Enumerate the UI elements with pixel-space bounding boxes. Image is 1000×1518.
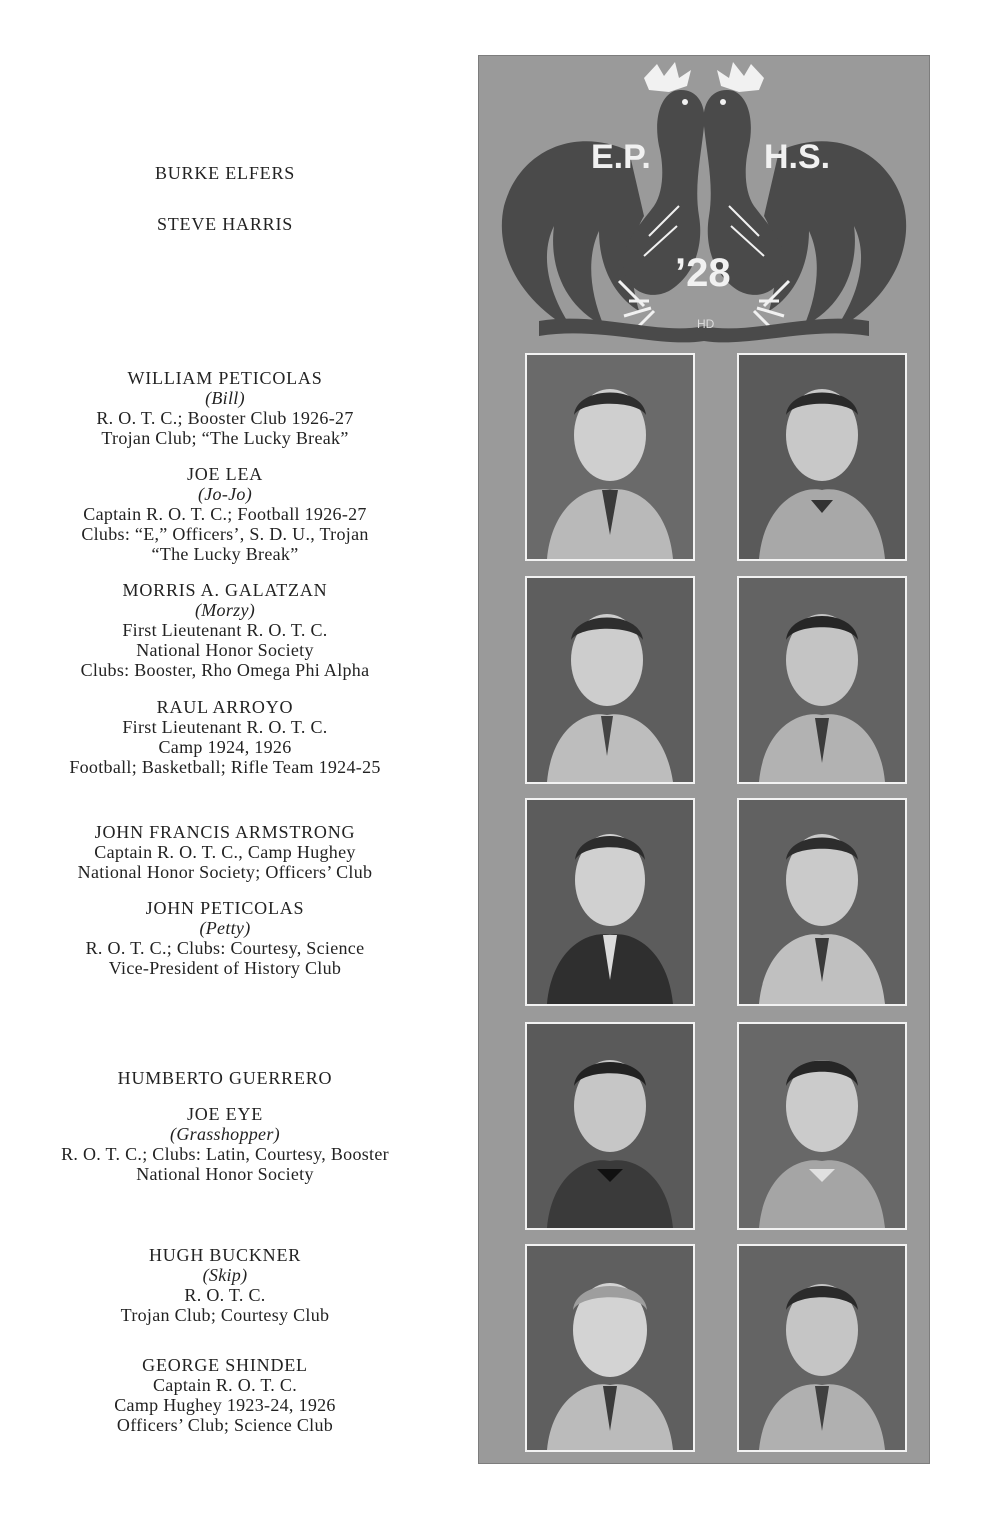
bio-line: Football; Basketball; Rifle Team 1924-25 (69, 757, 381, 777)
bio-name: JOE EYE (186, 1104, 264, 1124)
portrait-john-francis-armstrong (525, 798, 695, 1006)
portrait-placeholder-icon (527, 1246, 693, 1450)
bio-line: Camp Hughey 1923-24, 1926 (114, 1395, 336, 1415)
bio-raul-arroyo (20, 697, 430, 777)
portrait-placeholder-icon (527, 1024, 693, 1228)
bio-name: JOHN FRANCIS ARMSTRONG (94, 822, 356, 842)
portrait-placeholder-icon (527, 355, 693, 559)
bio-line: Captain R. O. T. C.; Football 1926-27 (83, 504, 367, 524)
emblem-signature: HD (697, 317, 715, 331)
bio-john-peticolas (20, 898, 430, 978)
bio-name: GEORGE SHINDEL (142, 1355, 308, 1375)
bio-line: Trojan Club; Courtesy Club (120, 1305, 330, 1325)
bio-line: R. O. T. C.; Clubs: Latin, Courtesy, Booster (61, 1144, 389, 1164)
bio-line: R. O. T. C.; Booster Club 1926-27 (96, 408, 354, 428)
bio-morris-galatzan (20, 580, 430, 680)
left-rooster-comb (644, 62, 691, 92)
portrait-william-peticolas (525, 353, 695, 561)
bio-line: “The Lucky Break” (151, 544, 299, 564)
portrait-placeholder-icon (739, 355, 905, 559)
bio-nickname: (Jo-Jo) (197, 484, 253, 504)
emblem-right-text: H.S. (764, 138, 831, 176)
bio-nickname: (Bill) (205, 388, 245, 408)
bio-william-peticolas (20, 368, 430, 448)
bio-line: Clubs: Booster, Rho Omega Phi Alpha (80, 660, 370, 680)
portrait-humberto-guerrero (525, 1022, 695, 1230)
emblem-left-text: E.P. (591, 138, 651, 176)
bio-joe-lea (20, 464, 430, 564)
bio-name: HUGH BUCKNER (148, 1245, 302, 1265)
bio-line: Trojan Club; “The Lucky Break” (101, 428, 349, 448)
portrait-joe-lea (737, 353, 907, 561)
bio-john-francis-armstrong (20, 822, 430, 882)
bio-george-shindel (20, 1355, 430, 1435)
portrait-placeholder-icon (527, 578, 693, 782)
portrait-morris-galatzan (525, 576, 695, 784)
bio-line: National Honor Society (136, 1164, 314, 1184)
portrait-placeholder-icon (739, 800, 905, 1004)
bio-name: MORRIS A. GALATZAN (122, 580, 328, 600)
bio-nickname: (Skip) (202, 1265, 248, 1285)
bio-line: First Lieutenant R. O. T. C. (122, 620, 328, 640)
bio-hugh-buckner (20, 1245, 430, 1325)
portrait-joe-eye (737, 1022, 907, 1230)
bio-line: Captain R. O. T. C. (152, 1375, 298, 1395)
bio-line: National Honor Society; Officers’ Club (77, 862, 373, 882)
right-rooster-eye (720, 99, 726, 105)
portrait-hugh-buckner (525, 1244, 695, 1452)
portrait-john-peticolas (737, 798, 907, 1006)
bio-line: Clubs: “E,” Officers’, S. D. U., Trojan (81, 524, 369, 544)
emblem-year: ’28 (675, 251, 731, 295)
rooster-emblem (479, 56, 929, 356)
bio-name: WILLIAM PETICOLAS (127, 368, 323, 388)
bio-line: National Honor Society (136, 640, 314, 660)
portrait-placeholder-icon (739, 578, 905, 782)
bio-nickname: (Morzy) (194, 600, 256, 620)
left-rooster-eye (682, 99, 688, 105)
bio-line: Captain R. O. T. C., Camp Hughey (94, 842, 356, 862)
bio-name: JOE LEA (186, 464, 264, 484)
bio-line: First Lieutenant R. O. T. C. (122, 717, 328, 737)
bio-nickname: (Petty) (199, 918, 251, 938)
right-rooster-comb (717, 62, 764, 92)
portrait-placeholder-icon (527, 800, 693, 1004)
portrait-raul-arroyo (737, 576, 907, 784)
photo-panel (478, 55, 930, 1464)
bio-line: R. O. T. C.; Clubs: Courtesy, Science (85, 938, 365, 958)
portrait-george-shindel (737, 1244, 907, 1452)
student-name-humberto-guerrero: HUMBERTO GUERRERO (117, 1068, 333, 1088)
bio-name: RAUL ARROYO (156, 697, 294, 717)
bio-nickname: (Grasshopper) (170, 1124, 280, 1144)
student-name-steve-harris: STEVE HARRIS (156, 214, 294, 234)
bio-line: Camp 1924, 1926 (158, 737, 292, 757)
student-name-burke-elfers: BURKE ELFERS (154, 163, 296, 183)
bio-line: R. O. T. C. (184, 1285, 266, 1305)
portrait-placeholder-icon (739, 1024, 905, 1228)
bio-name: JOHN PETICOLAS (145, 898, 305, 918)
bio-line: Vice-President of History Club (108, 958, 342, 978)
bio-joe-eye (20, 1104, 430, 1184)
portrait-placeholder-icon (739, 1246, 905, 1450)
bio-line: Officers’ Club; Science Club (116, 1415, 334, 1435)
